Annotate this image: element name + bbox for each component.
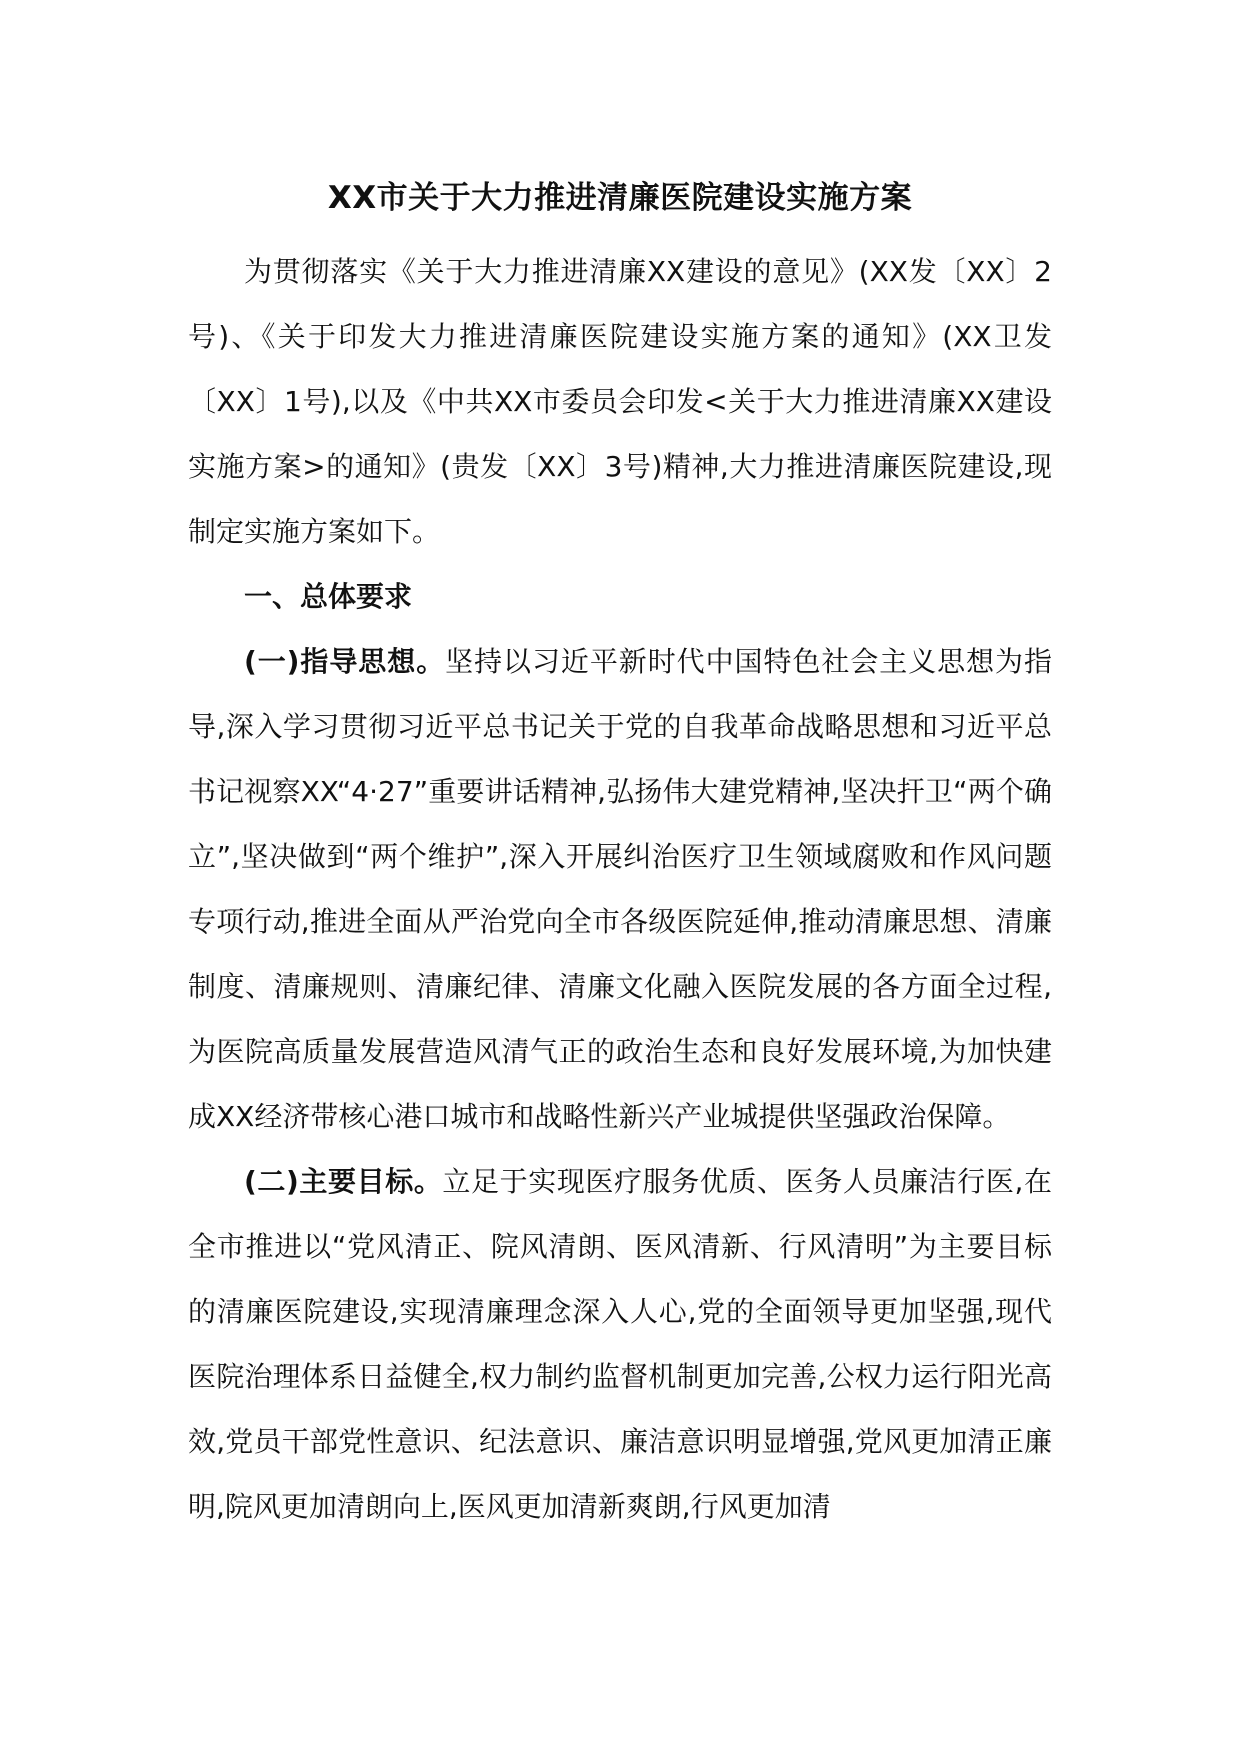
guiding-ideology-paragraph <box>188 629 1052 1149</box>
intro-paragraph: 为贯彻落实《关于大力推进清廉XX建设的意见》(XX发〔XX〕2号)、《关于印发大力推进清廉医院建设实施方案的通知》(XX卫发〔XX〕1号),以及《中共XX市委员会印发<关于大力推进清廉XX建设实施方案>的通知》(贵发〔XX〕3号)精神,大力推进清廉医院建设,现制定实施方案如下。 <box>188 255 1052 548</box>
main-goals-paragraph <box>188 1149 1052 1539</box>
paragraph-body: 坚持以习近平新时代中国特色社会主义思想为指导,深入学习贯彻习近平总书记关于党的自我革命战略思想和习近平总书记视察XX“4·27”重要讲话精神,弘扬伟大建党精神,坚决扞卫“两个确立”,坚决做到“两个维护”,深入开展纠治医疗卫生领域腐败和作风问题专项行动,推进全面从严治党向全市各级医院延伸,推动清廉思想、清廉制度、清廉规则、清廉纪律、清廉文化融入医院发展的各方面全过程,为医院高质量发展营造风清气正的政治生态和良好发展环境,为加快建成XX经济带核心港口城市和战略性新兴产业城提供坚强政治保障。 <box>188 645 1052 1133</box>
paragraph-lead: (一)指导思想。 <box>244 645 446 678</box>
section-heading: 一、总体要求 <box>244 580 413 613</box>
document-page <box>188 175 1052 1695</box>
paragraph-lead: (二)主要目标。 <box>244 1165 443 1198</box>
document-title: XX市关于大力推进清廉医院建设实施方案 <box>327 180 913 216</box>
paragraph-body: 立足于实现医疗服务优质、医务人员廉洁行医,在全市推进以“党风清正、院风清朗、医风清新、行风清明”为主要目标的清廉医院建设,实现清廉理念深入人心,党的全面领导更加坚强,现代医院治理体系日益健全,权力制约监督机制更加完善,公权力运行阳光高效,党员干部党性意识、纪法意识、廉洁意识明显增强,党风更加清正廉明,院风更加清朗向上,医风更加清新爽朗,行风更加清 <box>188 1165 1052 1523</box>
